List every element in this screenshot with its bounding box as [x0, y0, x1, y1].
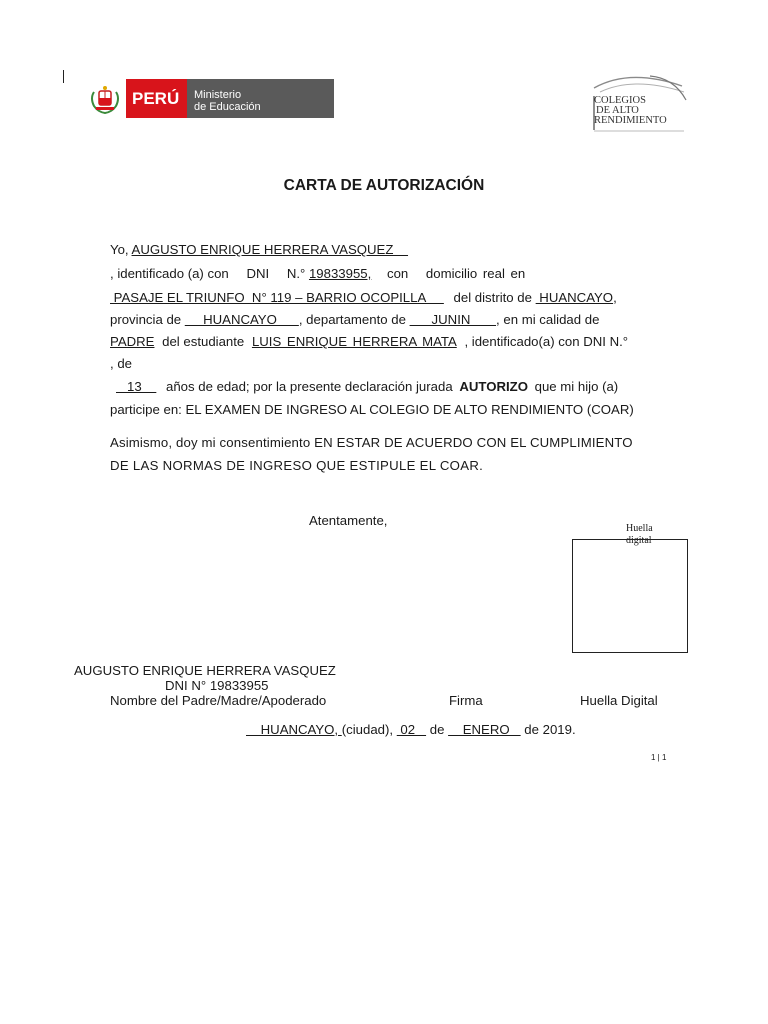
- body-line-7: [116, 379, 618, 395]
- text-cursor-mark: [63, 70, 64, 83]
- fingerprint-caption-line-1: Huella: [626, 523, 653, 534]
- province-field: HUANCAYO: [184, 312, 299, 327]
- parent-name-field: AUGUSTO ENRIQUE HERRERA VASQUEZ: [131, 242, 409, 257]
- province-text: provincia de: [110, 312, 182, 327]
- body-line-2: [110, 266, 525, 282]
- student-dni-text: , identificado(a) con DNI N.°: [464, 334, 629, 349]
- department-text: , departamento de: [298, 312, 406, 327]
- signer-role-label: Nombre del Padre/Madre/Apoderado: [110, 693, 327, 708]
- address-field: PASAJE EL TRIUNFO N° 119 – BARRIO OCOPILLA: [110, 290, 444, 305]
- year-text: de 2019.: [524, 722, 576, 737]
- district-text: del distrito de: [453, 290, 532, 305]
- district-field: HUANCAYO: [535, 290, 614, 305]
- date-line: [246, 722, 576, 738]
- dni-label: DNI: [246, 266, 270, 281]
- fingerprint-box: [572, 539, 688, 653]
- peru-label: PERÚ: [126, 79, 187, 118]
- signer-name: AUGUSTO ENRIQUE HERRERA VASQUEZ: [74, 663, 336, 678]
- city-label: (ciudad),: [341, 722, 394, 737]
- ministry-line-1: Ministerio: [194, 88, 242, 101]
- month-field: ENERO: [448, 722, 521, 737]
- body-line-3: [110, 290, 617, 306]
- consent-line-1: Asimismo, doy mi consentimiento EN ESTAR DE ACUERDO CON EL CUMPLIMIENTO: [110, 435, 633, 450]
- domicile-text: domicilio real en: [425, 266, 526, 281]
- identified-text: , identificado (a) con: [110, 266, 229, 281]
- page-number: 1 | 1: [651, 753, 667, 762]
- student-text: del estudiante: [162, 334, 245, 349]
- signature-label: Firma: [449, 693, 483, 708]
- signer-dni: DNI N° 19833955: [165, 678, 269, 693]
- de-text-1: de: [429, 722, 445, 737]
- student-name-field: LUIS ENRIQUE HERRERA MATA: [251, 334, 457, 349]
- city-field: HUANCAYO,: [246, 722, 342, 737]
- consent-line-2: DE LAS NORMAS DE INGRESO QUE ESTIPULE EL COAR.: [110, 458, 484, 473]
- role-field: PADRE: [110, 334, 155, 349]
- number-label: N.°: [286, 266, 306, 281]
- coar-logo-text: [594, 96, 667, 126]
- child-text: que mi hijo (a): [534, 379, 619, 394]
- age-text: años de edad; por la presente declaración jurada: [166, 379, 453, 394]
- closing-text: Atentamente,: [309, 513, 388, 528]
- coar-line-2: DE ALTO: [596, 105, 639, 116]
- body-line-6: , de: [110, 356, 132, 371]
- body-line-8: participe en: EL EXAMEN DE INGRESO AL COLEGIO DE ALTO RENDIMIENTO (COAR): [110, 402, 634, 417]
- coar-line-3: RENDIMIENTO: [594, 115, 667, 126]
- age-field: 13: [116, 379, 157, 394]
- day-field: 02: [396, 722, 427, 737]
- district-comma: ,: [613, 290, 617, 305]
- minedu-logo: [84, 79, 334, 118]
- body-line-5: [110, 334, 628, 350]
- peru-coat-of-arms-icon: [84, 79, 126, 118]
- body-line-4: [110, 312, 599, 328]
- ministry-label: [187, 79, 334, 118]
- fingerprint-label: Huella Digital: [580, 693, 658, 708]
- capacity-text: , en mi calidad de: [496, 312, 600, 327]
- body-line-1: [110, 242, 408, 258]
- document-title: CARTA DE AUTORIZACIÓN: [283, 177, 485, 194]
- department-field: JUNIN: [409, 312, 497, 327]
- dni-field: 19833955,: [308, 266, 372, 281]
- fingerprint-caption-line-2: digital: [626, 535, 652, 546]
- autorizo-text: AUTORIZO: [459, 379, 528, 394]
- con-text: con: [386, 266, 409, 281]
- coar-line-1: COLEGIOS: [594, 95, 646, 106]
- ministry-line-2: de Educación: [194, 100, 261, 113]
- intro-prefix: Yo,: [110, 242, 132, 257]
